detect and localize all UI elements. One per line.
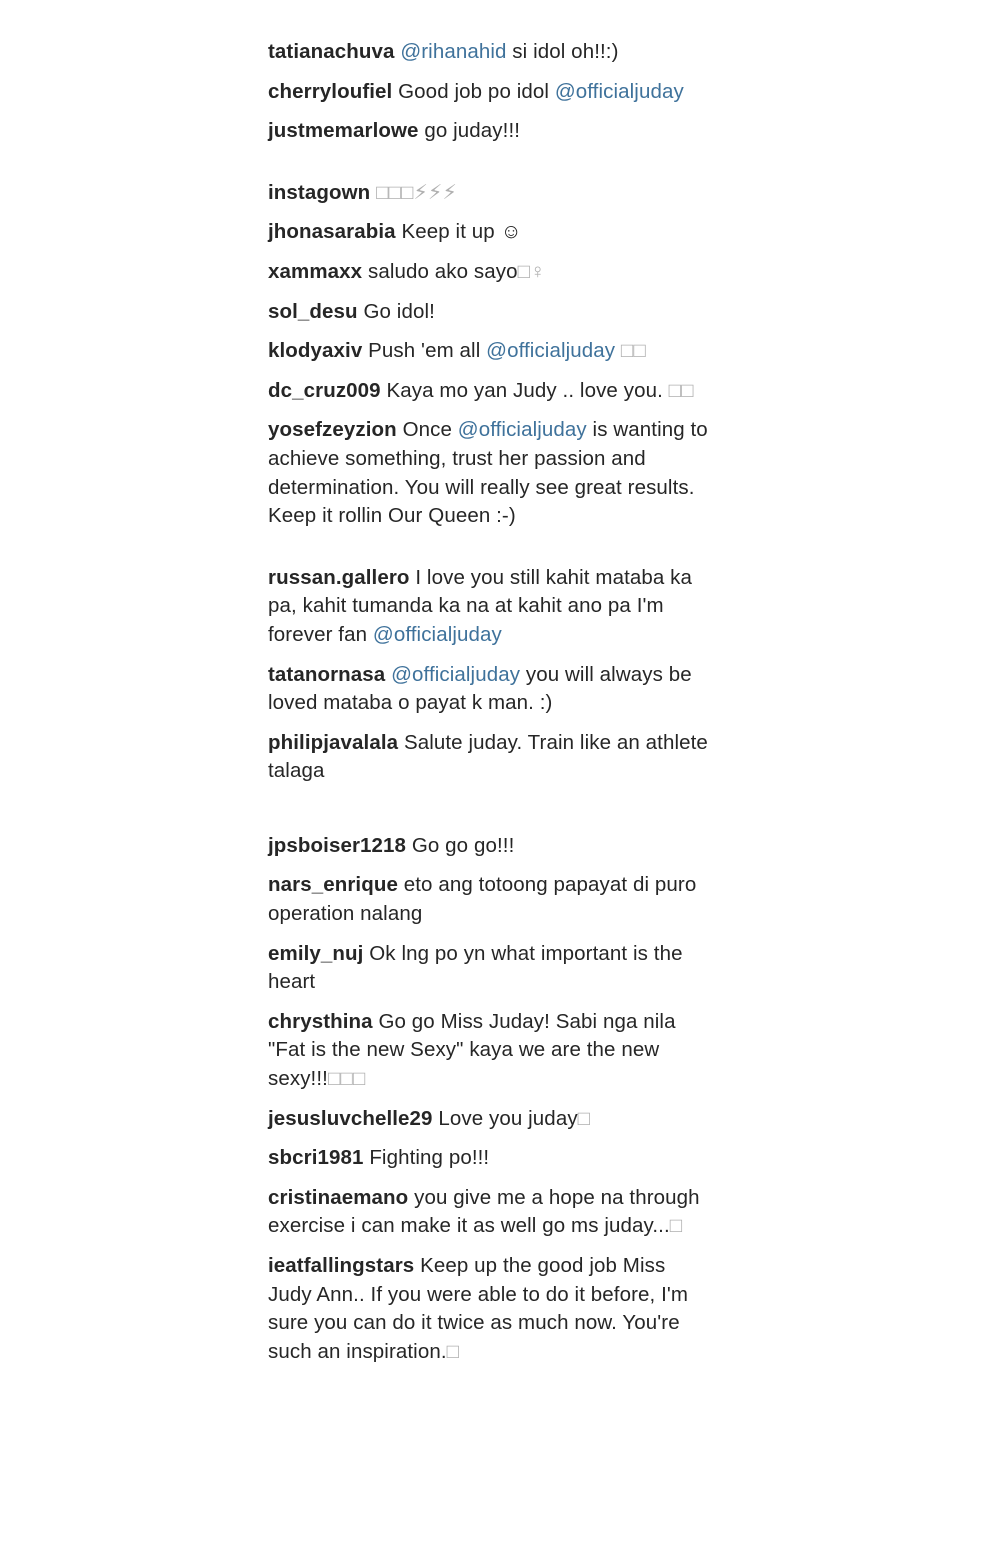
emoji-glyph-icon: □ [446, 1339, 460, 1363]
comment-username-link[interactable]: sbcri1981 [268, 1146, 364, 1170]
emoji-glyph-icon: □□□⚡⚡⚡ [376, 180, 457, 204]
comment-item [268, 117, 708, 146]
comment-text: Fighting po!!! [369, 1146, 490, 1170]
comment-text: go juday!!! [424, 119, 521, 143]
comment-username-link[interactable]: tatianachuva [268, 40, 395, 63]
comment-item [268, 377, 708, 406]
comment-text: Love you juday [438, 1106, 578, 1130]
comment-username-link[interactable]: philipjavalala [268, 730, 399, 754]
comment-item [268, 258, 708, 287]
comment-item [268, 298, 708, 327]
comment-text: Go idol! [363, 299, 435, 323]
comment-text: Keep up the good job Miss Judy Ann.. If you were able to do it before, I'm sure you can do it twice as much now. You're such an inspiration. [268, 1254, 689, 1363]
comment-username-link[interactable]: cherryloufiel [268, 79, 393, 103]
comment-username-link[interactable]: jesusluvchelle29 [268, 1106, 433, 1130]
emoji-glyph-icon: □ [577, 1106, 591, 1130]
mention-link[interactable]: @officialjuday [372, 622, 502, 646]
comment-username-link[interactable]: yosefzeyzion [268, 418, 397, 442]
comment-username-link[interactable]: sol_desu [268, 299, 358, 323]
comment-text: saludo ako sayo [367, 259, 518, 283]
comment-username-link[interactable]: emily_nuj [268, 941, 364, 965]
comment-item [268, 1008, 708, 1094]
comment-username-link[interactable]: russan.gallero [268, 565, 410, 589]
comment-text: Once [402, 418, 458, 442]
comment-username-link[interactable]: klodyaxiv [268, 339, 363, 363]
comment-text: Good job po idol [398, 79, 555, 103]
comment-username-link[interactable]: jpsboiser1218 [268, 833, 407, 857]
comment-text: Go go Miss Juday! Sabi nga nila "Fat is the new Sexy" kaya we are the new sexy!!! [268, 1009, 676, 1091]
emoji-glyph-icon: □□ [615, 339, 646, 363]
comment-item [268, 564, 708, 650]
comment-text: Kaya mo yan Judy .. love you. [386, 378, 669, 402]
comment-item [268, 218, 708, 247]
comment-text: I love you still kahit mataba ka pa, kahit tumanda ka na at kahit ano pa I'm forever fan [268, 565, 693, 646]
comment-text: Keep it up ☺ [401, 220, 522, 244]
comment-username-link[interactable]: instagown [268, 180, 371, 204]
mention-link[interactable]: @officialjuday [457, 418, 587, 442]
comment-text: Push 'em all [368, 339, 487, 363]
comment-username-link[interactable]: nars_enrique [268, 873, 398, 897]
comment-username-link[interactable]: dc_cruz009 [268, 378, 381, 402]
comment-item [268, 871, 708, 928]
emoji-glyph-icon: □□□ [327, 1067, 366, 1091]
comment-item [268, 179, 708, 208]
comment-item [268, 1184, 708, 1241]
comment-text: si idol oh!!:) [506, 40, 619, 63]
emoji-glyph-icon: □□ [668, 378, 694, 402]
comment-item [268, 1252, 708, 1366]
comment-username-link[interactable]: ieatfallingstars [268, 1254, 415, 1277]
comment-item [268, 940, 708, 997]
comment-text: you will always be loved mataba o payat k man. :) [268, 662, 692, 715]
emoji-glyph-icon: □♀ [517, 259, 546, 283]
mention-link[interactable]: @rihanahid [400, 40, 507, 63]
comment-username-link[interactable]: tatanornasa [268, 662, 386, 686]
comment-username-link[interactable]: cristinaemano [268, 1185, 409, 1209]
comment-text: Salute juday. Train like an athlete talaga [268, 730, 708, 783]
comment-username-link[interactable]: justmemarlowe [268, 119, 419, 143]
mention-link[interactable]: @officialjuday [391, 662, 521, 686]
mention-link[interactable]: @officialjuday [486, 339, 616, 363]
comment-item [268, 416, 708, 530]
comment-item [268, 661, 708, 718]
comment-item [268, 78, 708, 107]
comment-text: Ok lng po yn what important is the heart [268, 941, 683, 994]
comment-item [268, 38, 708, 67]
comment-username-link[interactable]: jhonasarabia [268, 220, 396, 244]
comment-item [268, 1105, 708, 1134]
comment-list [268, 38, 708, 1377]
comment-item [268, 832, 708, 861]
comment-item [268, 1144, 708, 1173]
mention-link[interactable]: @officialjuday [554, 79, 684, 103]
comment-text: is wanting to achieve something, trust her passion and determination. You will really see great results. Keep it rollin Our Queen :-) [268, 418, 708, 528]
comment-item [268, 337, 708, 366]
emoji-glyph-icon: □ [669, 1214, 683, 1238]
comment-username-link[interactable]: chrysthina [268, 1009, 373, 1033]
comment-item [268, 729, 708, 786]
comment-text: Go go go!!! [411, 833, 515, 857]
comment-username-link[interactable]: xammaxx [268, 259, 363, 283]
comment-text: you give me a hope na through exercise i can make it as well go ms juday... [268, 1185, 700, 1238]
comment-text: eto ang totoong papayat di puro operation nalang [268, 873, 697, 926]
